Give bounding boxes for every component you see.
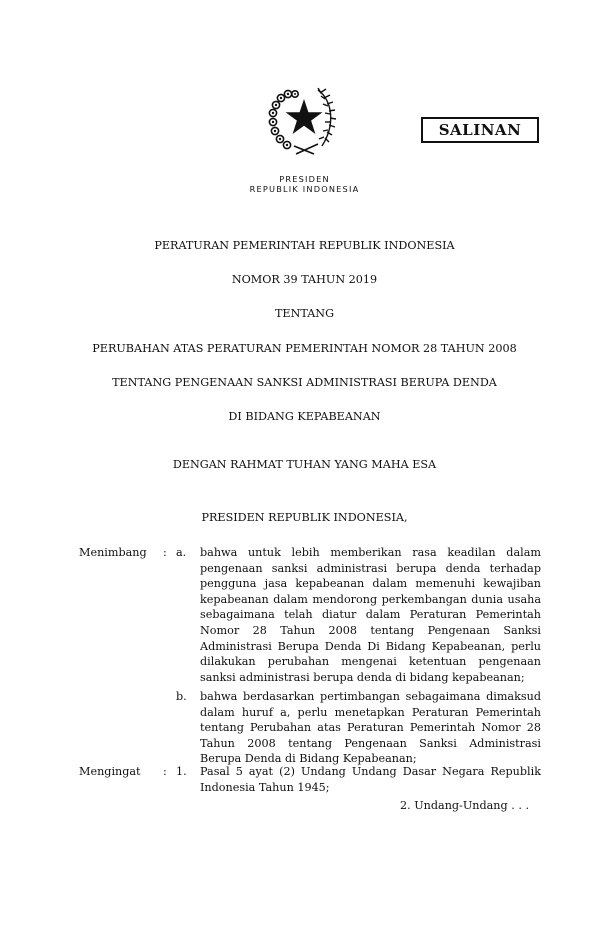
- salinan-stamp: SALINAN: [421, 117, 539, 143]
- mengingat-colon: :: [163, 765, 167, 778]
- authority-line: PRESIDEN REPUBLIK INDONESIA,: [201, 511, 408, 524]
- tentang-label: TENTANG: [274, 307, 335, 320]
- mengingat-item-1-text: Pasal 5 ayat (2) Undang Undang Dasar Negara Republik Indonesia Tahun 1945;: [200, 765, 541, 794]
- menimbang-item-a-marker: a.: [176, 546, 187, 559]
- menimbang-label: Menimbang: [79, 546, 147, 559]
- mengingat-label: Mengingat: [79, 765, 141, 778]
- regulation-subject-line1: PERUBAHAN ATAS PERATURAN PEMERINTAH NOMOR 28 TAHUN 2008: [92, 342, 517, 355]
- presidential-emblem-icon: [268, 84, 340, 156]
- menimbang-item-a-text: bahwa untuk lebih memberikan rasa keadilan dalam pengenaan sanksi administrasi berupa denda terhadap pengguna jasa kepabeanan dalam memenuhi kewajiban kepabeanan dalam mendorong perkembangan dunia usaha sebagaimana telah diatur dalam Peraturan Pemerintah Nomor 28 Tahun 2008 tentang Pengenaan Sanksi Administrasi Berupa Denda Di Bidang Kepabeanan, perlu dilakukan perubahan mengenai ketentuan pengenaan sanksi administrasi berupa denda di bidang kepabeanan;: [200, 546, 541, 684]
- mengingat-item-1-marker: 1.: [176, 765, 187, 778]
- menimbang-item-b-marker: b.: [176, 690, 187, 703]
- regulation-number: NOMOR 39 TAHUN 2019: [231, 273, 378, 286]
- regulation-subject-line2: TENTANG PENGENAAN SANKSI ADMINISTRASI BERUPA DENDA: [112, 376, 497, 389]
- office-label-line2: REPUBLIK INDONESIA: [249, 184, 360, 194]
- menimbang-item-b-text: bahwa berdasarkan pertimbangan sebagaimana dimaksud dalam huruf a, perlu menetapkan Peraturan Pemerintah tentang Perubahan atas Peraturan Pemerintah Nomor 28 Tahun 2008 tentang Pengenaan Sanksi Administrasi Berupa Denda di Bidang Kepabeanan;: [200, 690, 541, 766]
- regulation-type-title: PERATURAN PEMERINTAH REPUBLIK INDONESIA: [154, 239, 455, 252]
- regulation-subject-line3: DI BIDANG KEPABEANAN: [228, 410, 381, 423]
- menimbang-colon: :: [163, 546, 167, 559]
- office-label-line1: PRESIDEN: [279, 174, 330, 184]
- invocation: DENGAN RAHMAT TUHAN YANG MAHA ESA: [172, 458, 437, 471]
- page-continuation: 2. Undang-Undang . . .: [400, 799, 530, 812]
